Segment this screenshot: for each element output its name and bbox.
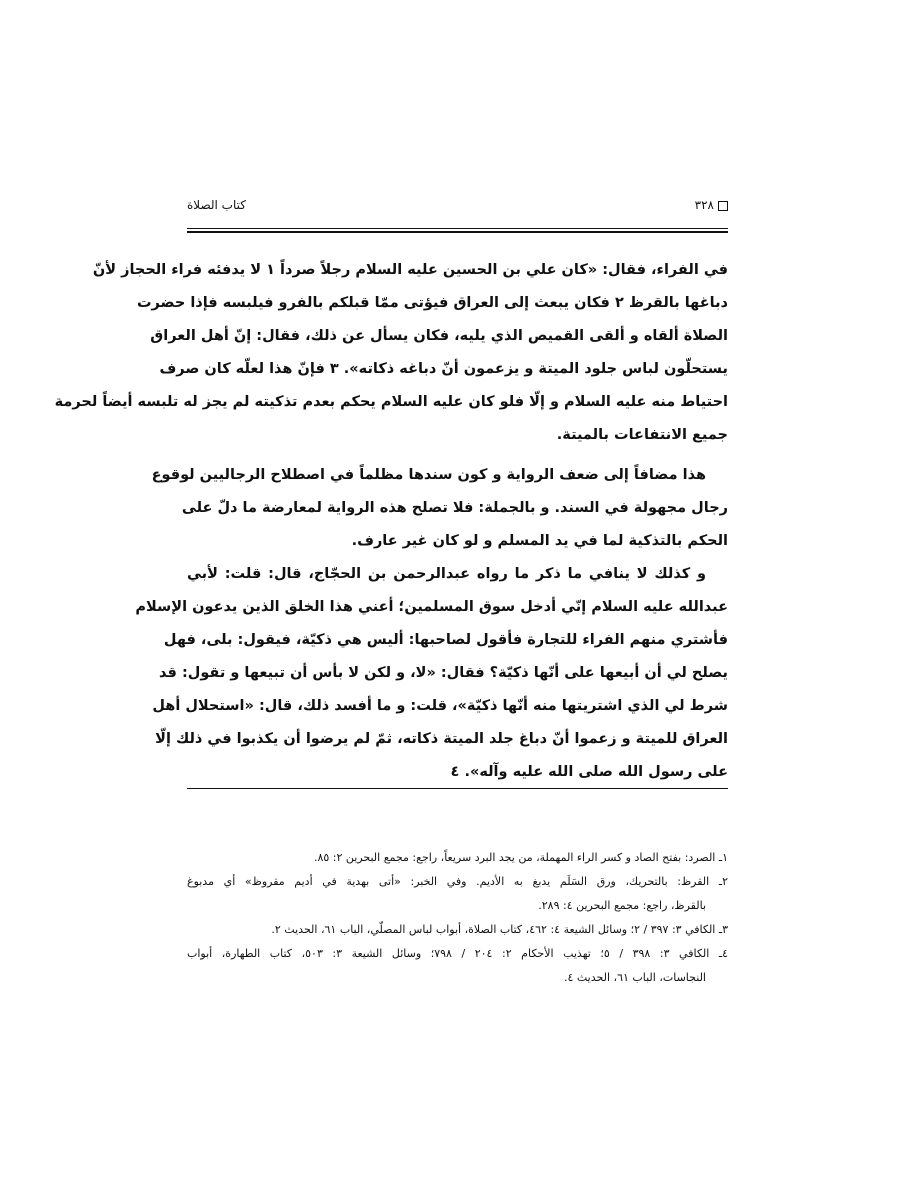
- text-line: و كذلك لا ينافي ما ذكر ما رواه عبدالرحمن بن الحجّاج، قال: قلت: لأبي: [187, 566, 706, 582]
- book-title: كتاب الصلاة: [187, 198, 246, 212]
- square-icon: [718, 201, 728, 211]
- footnote-3: ٣ـ الكافي ٣: ٣٩٧ / ٢؛ وسائل الشيعة ٤: ٤٦٢، كتاب الصلاة، أبواب لباس المصلّي، الباب ٦١، الحديث ٢.: [271, 923, 728, 936]
- text-line: رجال مجهولة في السند. و بالجملة: فلا تصلح هذه الرواية لمعارضة ما دلّ على: [181, 500, 728, 516]
- paragraph-2: [151, 459, 728, 558]
- text-line: جميع الانتفاعات بالميتة.: [556, 427, 728, 443]
- header-double-rule: [187, 228, 728, 233]
- footnote-1: ١ـ الصرد: بفتح الصاد و كسر الراء المهملة، من يجد البرد سريعاً، راجع: مجمع البحرين ٢: ٨٥.: [313, 851, 728, 864]
- text-line: العراق للميتة و زعموا أنّ دباغ جلد الميتة ذكاته، ثمّ لم يرضوا أن يكذبوا في ذلك إلّا: [155, 731, 728, 747]
- footnote-2: ٢ـ القرظ: بالتحريك، ورق السَلَم يدبغ به الأديم. وفي الخبر: «أتى بهدية في أديم مقروظ» أي مدبوغ: [187, 875, 728, 888]
- footnotes: [187, 846, 728, 990]
- footnote-4-continued: النجاسات، الباب ٦١، الحديث ٤.: [563, 971, 706, 984]
- main-text: [54, 254, 728, 789]
- footnote-4: ٤ـ الكافي ٣: ٣٩٨ / ٥؛ تهذيب الأحكام ٢: ٢٠٤ / ٧٩٨؛ وسائل الشيعة ٣: ٥٠٣، كتاب الطهارة، أبواب: [187, 947, 729, 960]
- text-line: الحكم بالتذكية لما في يد المسلم و لو كان غير عارف.: [351, 533, 728, 549]
- footnote-2-continued: بالقرظ، راجع: مجمع البحرين ٤: ٢٨٩.: [538, 899, 706, 912]
- paragraph-3: [135, 558, 728, 789]
- text-line: دباغها بالقرظ ٢ فكان يبعث إلى العراق فيؤتى ممّا قبلكم بالفرو فيلبسه فإذا حضرت: [136, 295, 728, 311]
- text-line: على رسول الله صلى الله عليه وآله». ٤: [450, 764, 728, 780]
- text-line: هذا مضافاً إلى ضعف الرواية و كون سندها مظلماً في اصطلاح الرجاليين لوقوع: [151, 467, 706, 483]
- page-number: [695, 198, 728, 212]
- text-line: يستحلّون لباس جلود الميتة و يزعمون أنّ دباغه ذكاته». ٣ فإنّ هذا لعلّه كان صرف: [159, 361, 728, 377]
- text-line: عبدالله عليه السلام إنّي أدخل سوق المسلمين؛ أعني هذا الخلق الذين يدعون الإسلام: [135, 599, 728, 615]
- text-line: احتياط منه عليه السلام و إلّا فلو كان عليه السلام يحكم بعدم تذكيته لم يجز له تلبسه أيضاً لحرمة: [54, 394, 728, 410]
- text-line: في الفراء، فقال: «كان علي بن الحسين عليه السلام رجلاً صرداً ١ لا يدفئه فراء الحجاز لأنّ: [92, 262, 728, 278]
- text-line: شرط لي الذي اشتريتها منه أنّها ذكيّة»، قلت: و ما أفسد ذلك، قال: «استحلال أهل: [152, 698, 728, 714]
- text-line: يصلح لي أن أبيعها على أنّها ذكيّة؟ فقال: «لا، و لكن لا بأس أن تبيعها و تقول: قد: [159, 665, 728, 681]
- paragraph-1: [54, 254, 728, 452]
- running-header: [187, 198, 728, 220]
- page-number-text: ٣٢٨: [694, 198, 714, 212]
- text-line: فأشتري منهم الفراء للتجارة فأقول لصاحبها: أليس هي ذكيّة، فيقول: بلى، فهل: [163, 632, 728, 648]
- footnote-separator: [187, 788, 728, 789]
- text-line: الصلاة ألقاه و ألقى القميص الذي يليه، فكان يسأل عن ذلك، فقال: إنّ أهل العراق: [150, 328, 728, 344]
